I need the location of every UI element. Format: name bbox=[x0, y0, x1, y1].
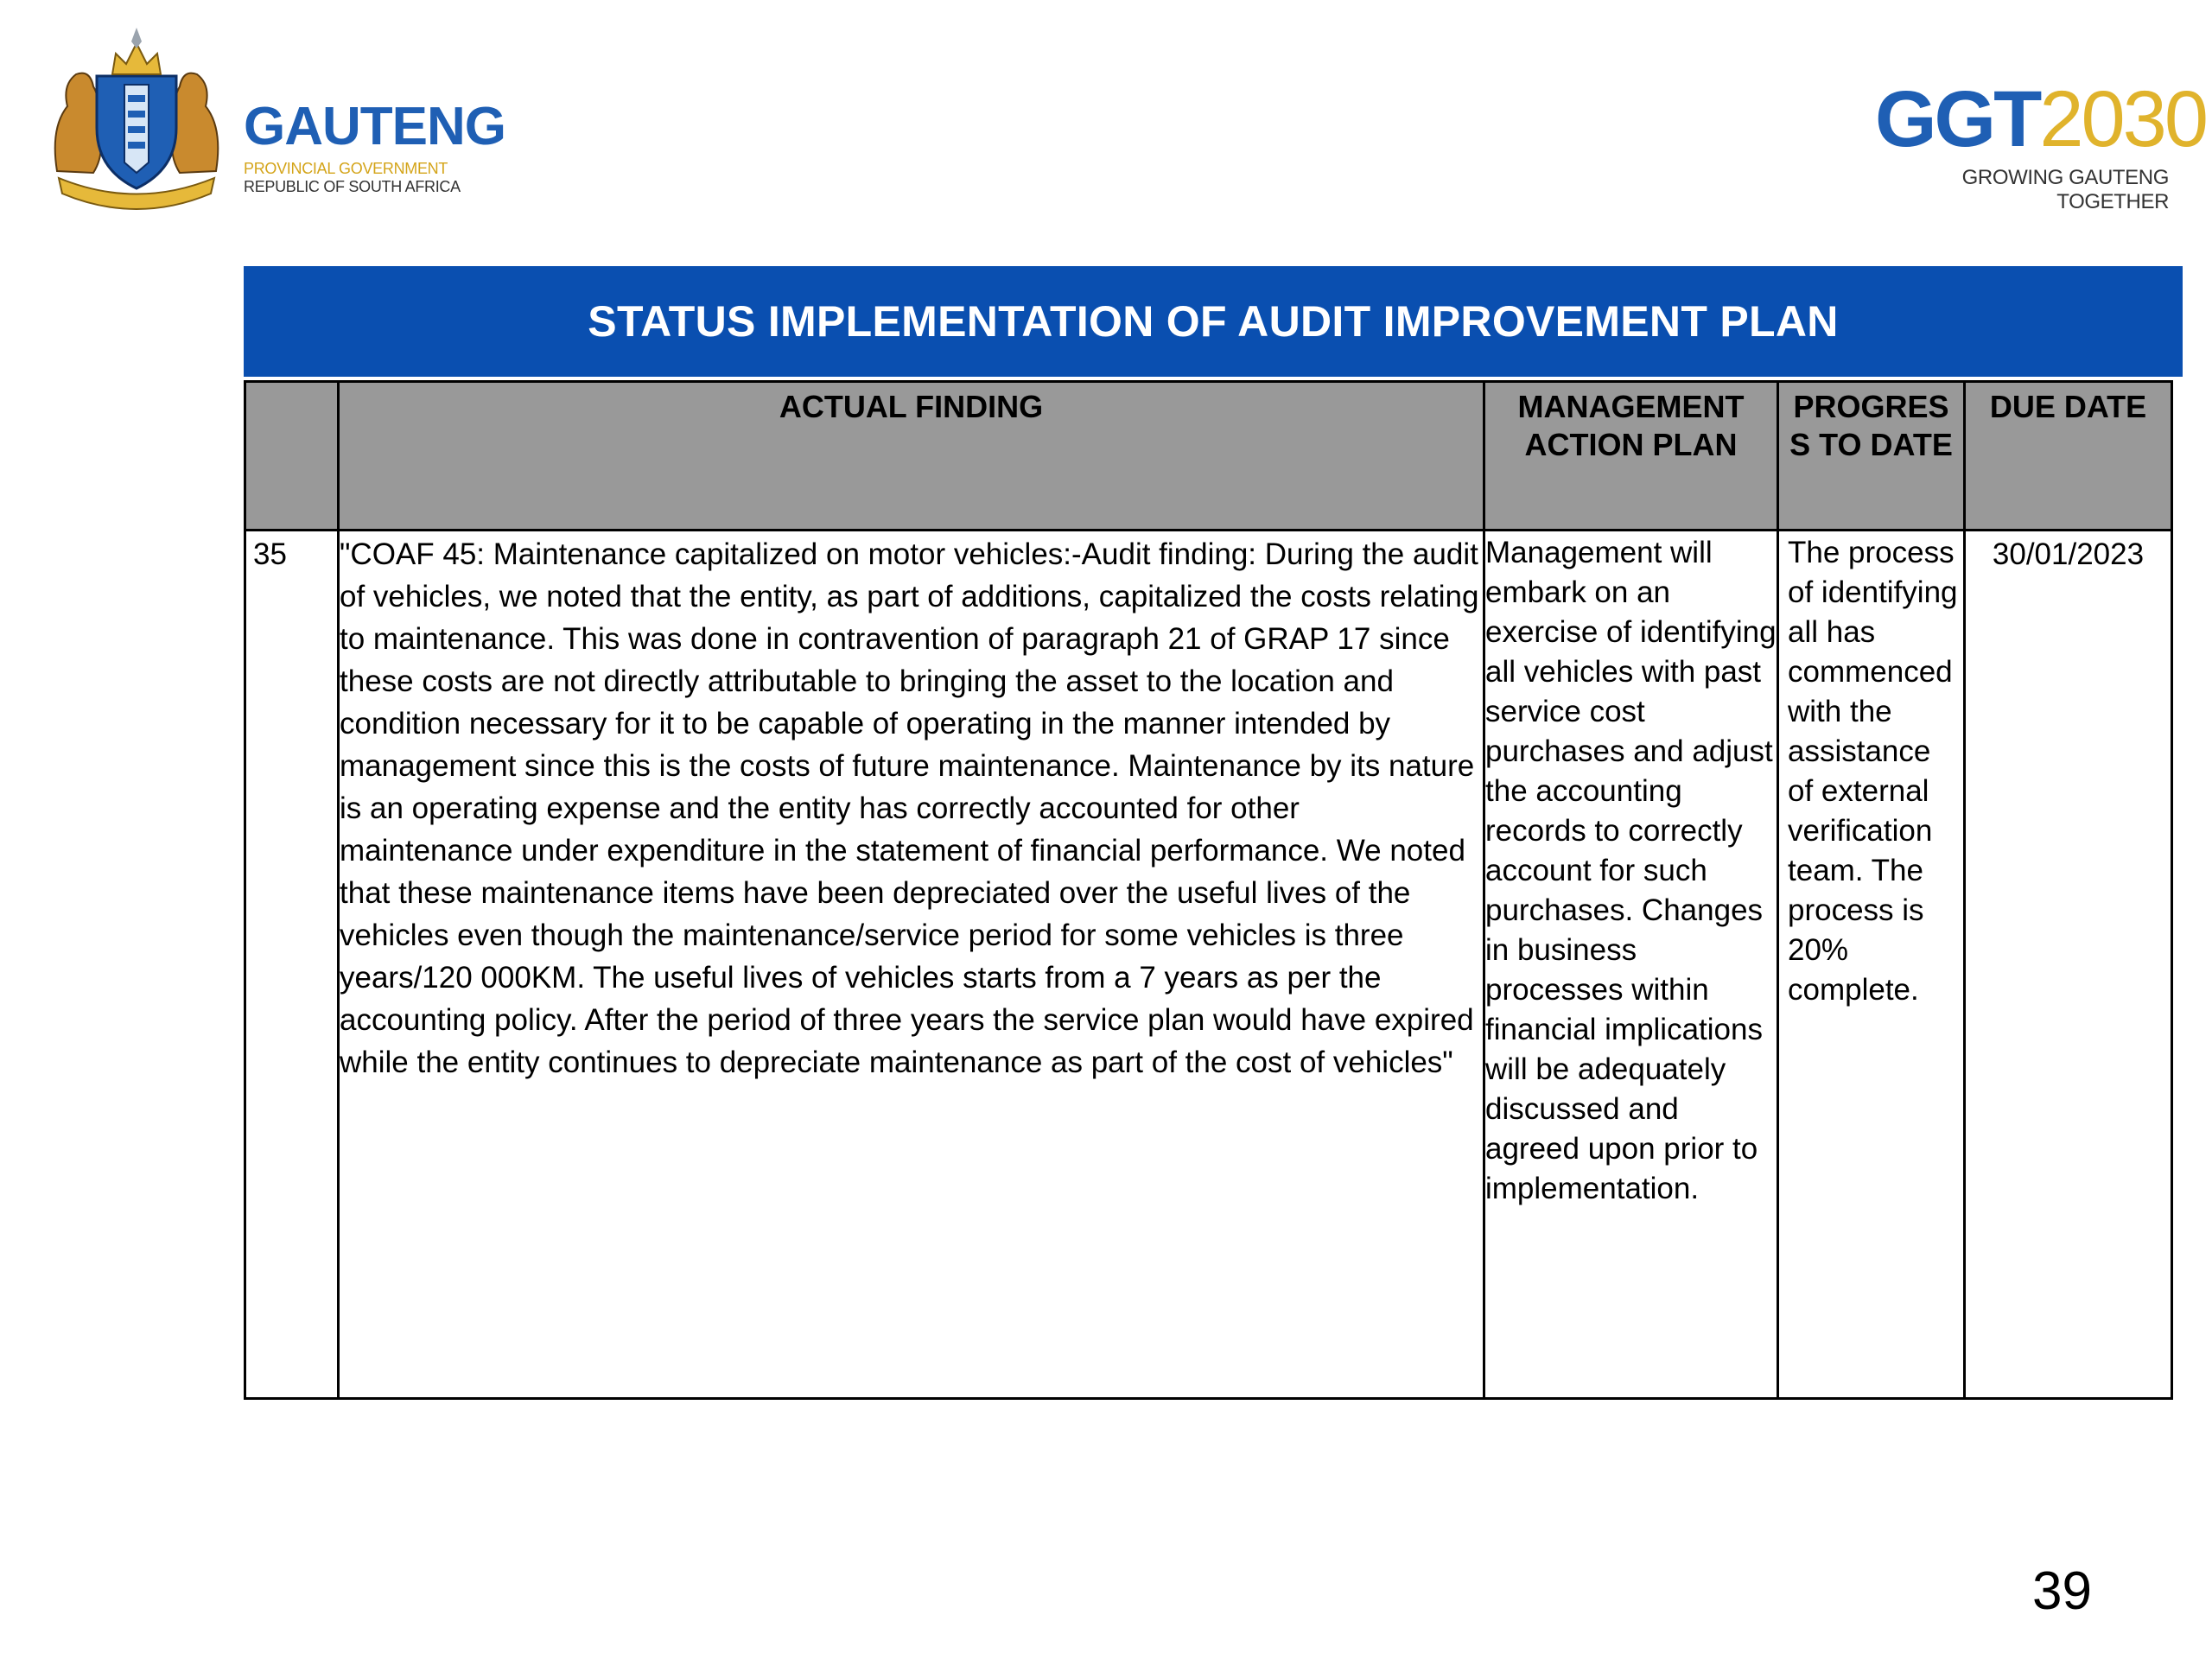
column-header-management-action-plan: MANAGEMENT ACTION PLAN bbox=[1484, 382, 1778, 531]
column-header-due-date: DUE DATE bbox=[1965, 382, 2172, 531]
table-row bbox=[245, 531, 2172, 1399]
ggt-year-text: 2030 bbox=[2039, 75, 2206, 163]
actual-finding-cell: "COAF 45: Maintenance capitalized on motor vehicles:-Audit finding: During the audit of vehicles, we noted that the entity, as part of additions, capitalized the costs relating to maintenance. This was done in contravention of paragraph 21 of GRAP 17 since these costs are not directly attributable to bringing the asset to the location and condition necessary for it to be capable of operating in the manner intended by management since this is the costs of future maintenance. Maintenance by its nature is an operating expense and the entity has correctly accounted for other maintenance under expenditure in the statement of financial performance. We noted that these maintenance items have been depreciated over the useful lives of the vehicles even though the maintenance/service period for some vehicles is three years/120 000KM. The useful lives of vehicles starts from a 7 years as per the accounting policy. After the period of three years the service plan would have expired while the entity continues to depreciate maintenance as part of the cost of vehicles" bbox=[339, 531, 1484, 1399]
gauteng-logo bbox=[41, 24, 505, 214]
gauteng-name: GAUTENG bbox=[244, 97, 505, 156]
ggt2030-logo bbox=[1875, 75, 2206, 214]
ggt-text: GGT bbox=[1875, 75, 2040, 163]
row-number-cell: 35 bbox=[245, 531, 339, 1399]
column-header-number bbox=[245, 382, 339, 531]
page-title: STATUS IMPLEMENTATION OF AUDIT IMPROVEMENT PLAN bbox=[244, 266, 2183, 377]
table-header-row bbox=[245, 382, 2172, 531]
audit-improvement-table bbox=[244, 380, 2173, 1400]
gauteng-subtitle-provincial: PROVINCIAL GOVERNMENT bbox=[244, 160, 448, 177]
gauteng-coat-of-arms-icon bbox=[41, 24, 232, 214]
due-date-cell: 30/01/2023 bbox=[1965, 531, 2172, 1399]
page-number: 39 bbox=[2032, 1561, 2092, 1621]
column-header-actual-finding: ACTUAL FINDING bbox=[339, 382, 1484, 531]
progress-to-date-cell: The process of identifying all has commenced with the assistance of external verification team. The process is 20% complete. bbox=[1778, 531, 1965, 1399]
column-header-progress-to-date: PROGRES S TO DATE bbox=[1778, 382, 1965, 531]
gauteng-subtitle-republic: REPUBLIC OF SOUTH AFRICA bbox=[244, 178, 461, 195]
management-action-plan-cell: Management will embark on an exercise of identifying all vehicles with past service cost purchases and adjust the accounting records to correctly account for such purchases. Changes in business processes within financial implications will be adequately discussed and agreed upon prior to implementation. bbox=[1484, 531, 1778, 1399]
ggt-tagline: GROWING GAUTENG TOGETHER bbox=[1961, 166, 2169, 213]
